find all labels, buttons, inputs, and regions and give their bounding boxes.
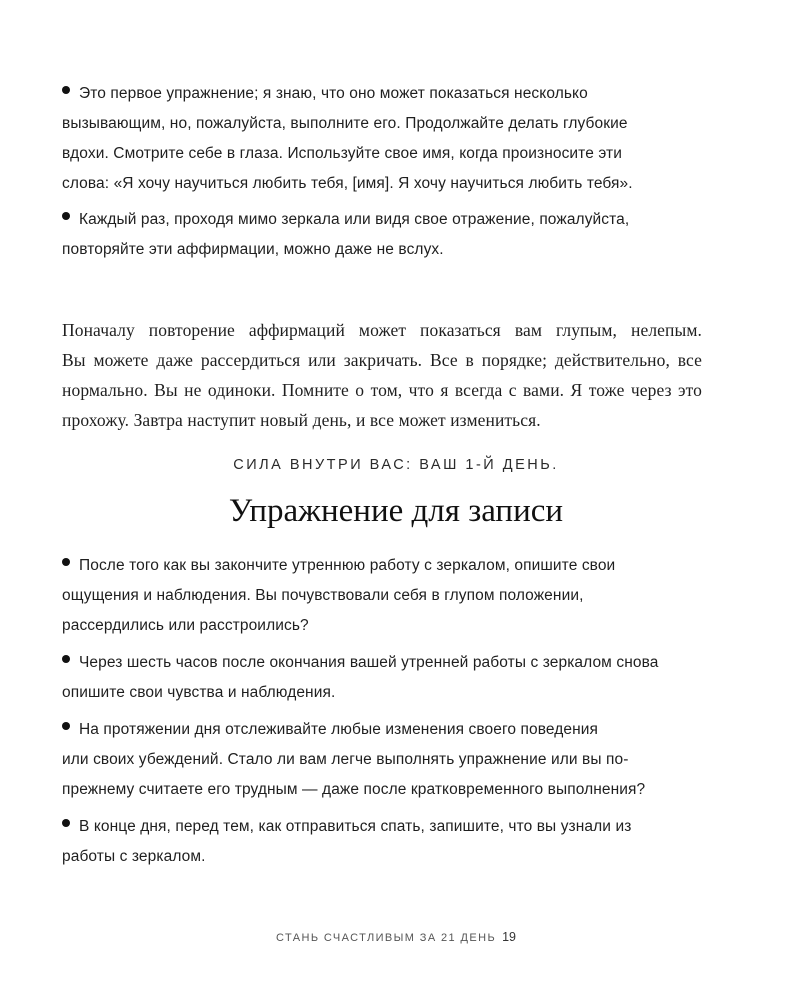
section-label: СИЛА ВНУТРИ ВАС: ВАШ 1-Й ДЕНЬ. (233, 457, 559, 473)
bullet-item (62, 79, 702, 199)
page-number: 19 (502, 930, 516, 944)
page-footer (0, 930, 792, 944)
bullet-line: В конце дня, перед тем, как отправиться спать, запишите, что вы узнали из (62, 812, 702, 842)
bullet-line: слова: «Я хочу научиться любить тебя, [имя]. Я хочу научиться любить тебя». (62, 175, 633, 192)
bullet-dot-icon (62, 819, 70, 827)
bullet-line: опишите свои чувства и наблюдения. (62, 684, 336, 701)
bullet-line: После того как вы закончите утреннюю работу с зеркалом, опишите свои (62, 551, 702, 581)
bullet-line: Через шесть часов после окончания вашей утренней работы с зеркалом снова (62, 648, 702, 678)
bullet-line: повторяйте эти аффирмации, можно даже не вслух. (62, 241, 444, 258)
paragraph-line: нормально. Вы не одиноки. Помните о том, что я всегда с вами. Я тоже через это (62, 380, 702, 400)
bullet-item (62, 648, 702, 708)
bullet-dot-icon (62, 212, 70, 220)
body-paragraph (62, 315, 702, 435)
bullet-line: прежнему считаете его трудным — даже после кратковременного выполнения? (62, 781, 646, 798)
bullet-item (62, 812, 702, 872)
bullet-line: или своих убеждений. Стало ли вам легче выполнять упражнение или вы по- (62, 751, 629, 768)
section-title: Упражнение для записи (228, 493, 564, 529)
bullet-item (62, 551, 702, 641)
bullet-line: вызывающим, но, пожалуйста, выполните его. Продолжайте делать глубокие (62, 115, 628, 132)
bullet-line: рассердились или расстроились? (62, 617, 309, 634)
bullet-dot-icon (62, 86, 70, 94)
bullet-item (62, 715, 702, 805)
bullet-dot-icon (62, 722, 70, 730)
paragraph-line: прохожу. Завтра наступит новый день, и все может измениться. (62, 410, 541, 430)
bullet-dot-icon (62, 655, 70, 663)
bullet-line: На протяжении дня отслеживайте любые изменения своего поведения (62, 715, 702, 745)
paragraph-line: Вы можете даже рассердиться или закричать. Все в порядке; действительно, все (62, 350, 702, 370)
bullet-line: вдохи. Смотрите себе в глаза. Используйте свое имя, когда произносите эти (62, 145, 622, 162)
bullet-line: Каждый раз, проходя мимо зеркала или видя свое отражение, пожалуйста, (62, 205, 702, 235)
running-footer-title: СТАНЬ СЧАСТЛИВЫМ ЗА 21 ДЕНЬ (276, 932, 497, 944)
bullet-dot-icon (62, 558, 70, 566)
paragraph-line: Поначалу повторение аффирмаций может показаться вам глупым, нелепым. (62, 320, 702, 340)
bullet-line: работы с зеркалом. (62, 848, 206, 865)
bullet-line: ощущения и наблюдения. Вы почувствовали себя в глупом положении, (62, 587, 584, 604)
bullet-item (62, 205, 702, 265)
bullet-line: Это первое упражнение; я знаю, что оно может показаться несколько (62, 79, 702, 109)
